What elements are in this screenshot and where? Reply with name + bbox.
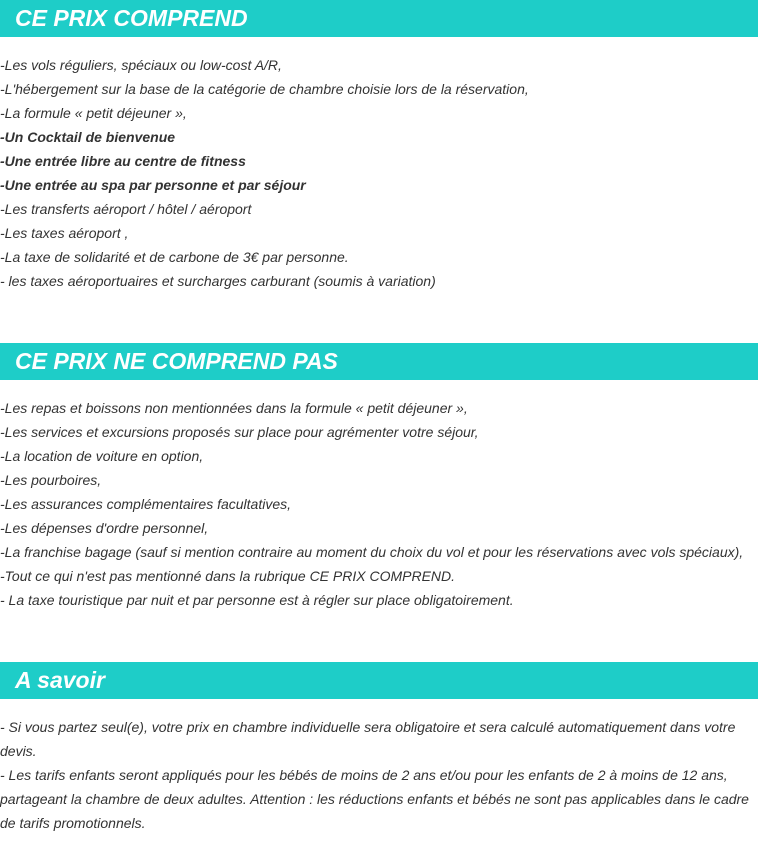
list-item: -Les assurances complémentaires facultatives,: [0, 496, 292, 512]
list-item: -Les vols réguliers, spéciaux ou low-cost A/R,: [0, 57, 282, 73]
list-item: -L'hébergement sur la base de la catégorie de chambre choisie lors de la réservation,: [0, 81, 529, 97]
section-header-includes: CE PRIX COMPREND: [0, 0, 758, 37]
section-header-a-savoir: A savoir: [0, 662, 758, 699]
list-item: -La formule « petit déjeuner »,: [0, 105, 187, 121]
list-item: -La taxe de solidarité et de carbone de 3€ par personne.: [0, 249, 349, 265]
list-item: -Les transferts aéroport / hôtel / aéroport: [0, 201, 252, 217]
section-header-excludes: CE PRIX NE COMPREND PAS: [0, 343, 758, 380]
a-savoir-content: [0, 715, 752, 835]
list-item: - les taxes aéroportuaires et surcharges carburant (soumis à variation): [0, 273, 436, 289]
list-item: -Les pourboires,: [0, 472, 102, 488]
info-paragraph: - Les tarifs enfants seront appliqués pour les bébés de moins de 2 ans et/ou pour les enfants de 2 à moins de 12 ans, partageant la chambre de deux adultes. Attention : les réductions enfants et bébés ne sont pas applicables dans le cadre de tarifs promotionnels.: [0, 767, 749, 831]
list-item: -Les dépenses d'ordre personnel,: [0, 520, 209, 536]
list-item: -Un Cocktail de bienvenue: [0, 129, 176, 145]
list-item: -Une entrée au spa par personne et par séjour: [0, 177, 306, 193]
list-item: -La location de voiture en option,: [0, 448, 204, 464]
includes-list: [0, 53, 529, 293]
list-item: -Les taxes aéroport ,: [0, 225, 129, 241]
list-item: -Les services et excursions proposés sur place pour agrémenter votre séjour,: [0, 424, 479, 440]
list-item: -Tout ce qui n'est pas mentionné dans la rubrique CE PRIX COMPREND.: [0, 568, 456, 584]
info-paragraph: - Si vous partez seul(e), votre prix en chambre individuelle sera obligatoire et sera calculé automatiquement dans votre devis.: [0, 719, 736, 759]
excludes-list: [0, 396, 743, 612]
list-item: - La taxe touristique par nuit et par personne est à régler sur place obligatoirement.: [0, 592, 514, 608]
list-item: -La franchise bagage (sauf si mention contraire au moment du choix du vol et pour les réservations avec vols spéciaux),: [0, 544, 744, 560]
list-item: -Les repas et boissons non mentionnées dans la formule « petit déjeuner »,: [0, 400, 468, 416]
list-item: -Une entrée libre au centre de fitness: [0, 153, 246, 169]
